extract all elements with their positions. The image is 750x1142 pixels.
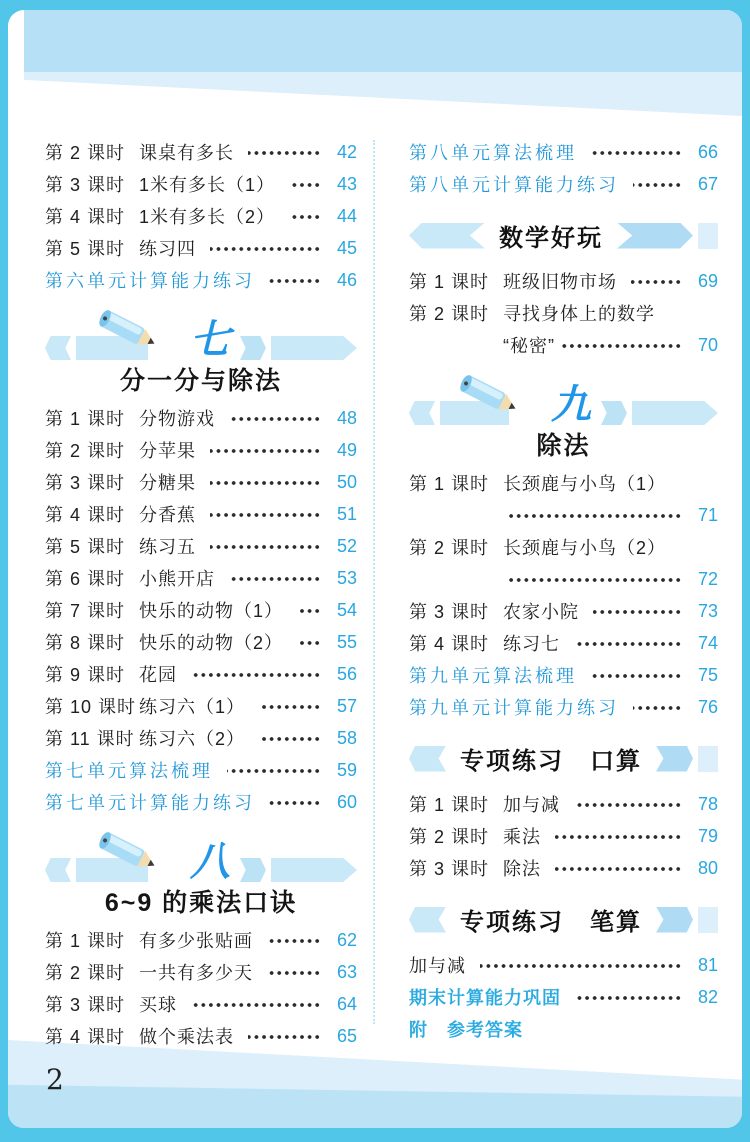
page-number: 42 [336, 141, 357, 162]
banner-chevron-right-icon [240, 336, 266, 360]
toc-entry [45, 1020, 357, 1052]
page-number: 60 [336, 791, 357, 812]
toc-entry [409, 627, 718, 659]
unit-summary-title: 第九单元计算能力练习 [409, 698, 619, 719]
lesson-title: 练习四 [139, 239, 196, 259]
folio-page-number: 2 [46, 1063, 64, 1096]
toc-entry-wrapped [409, 467, 718, 531]
dot-leader [229, 576, 321, 582]
lesson-label: 第 1 课时 [409, 272, 490, 292]
lesson-label: 第 9 课时 [45, 665, 126, 685]
page-number: 51 [336, 503, 357, 524]
pencil-icon [94, 308, 172, 356]
chapter-marker [148, 312, 240, 363]
pencil-icon [94, 308, 172, 356]
lesson-title: 练习六（2） [139, 729, 246, 749]
lesson-title: 小熊开店 [139, 569, 215, 589]
page-number: 71 [697, 504, 718, 525]
banner-chevron-left-icon [409, 746, 446, 772]
toc-entry [45, 434, 357, 466]
toc-columns [45, 136, 718, 1047]
lesson-title: 分糖果 [139, 473, 196, 493]
banner-ribbon-end [271, 858, 357, 882]
lesson-title: 一共有多少天 [139, 963, 253, 983]
lesson-title: 分香蕉 [139, 505, 196, 525]
page-number: 79 [697, 825, 718, 846]
toc-entry-wrapped [409, 297, 718, 361]
page-number: 56 [336, 663, 357, 684]
toc-entry-line2 [409, 329, 718, 361]
toc-entry-line1 [409, 297, 718, 329]
lesson-title: 买球 [139, 995, 177, 1015]
toc-entry-line1 [409, 467, 718, 499]
lesson-label: 第 2 课时 [45, 963, 126, 983]
top-wedge-decoration [24, 72, 742, 116]
page-number: 50 [336, 471, 357, 492]
dot-leader [289, 182, 321, 188]
page-number: 76 [697, 696, 718, 717]
lesson-label: 第 4 课时 [409, 634, 490, 654]
lesson-label: 第 4 课时 [45, 1027, 126, 1047]
toc-entry [409, 949, 718, 981]
toc-entry [45, 658, 357, 690]
lesson-title: 练习五 [139, 537, 196, 557]
dot-leader [229, 416, 321, 422]
page-number: 63 [336, 961, 357, 982]
page-number: 54 [336, 599, 357, 620]
banner-ribbon-end [271, 336, 357, 360]
appendix-title: 期末计算能力巩固 [409, 988, 561, 1008]
toc-entry [409, 595, 718, 627]
lesson-label: 第 3 课时 [45, 995, 126, 1015]
banner-chevron-right-icon [601, 401, 627, 425]
dot-leader [267, 938, 321, 944]
page-number: 67 [697, 173, 718, 194]
chapter-numeral: 七 [190, 316, 230, 363]
lesson-label: 第 7 课时 [45, 601, 126, 621]
page-number: 59 [336, 759, 357, 780]
toc-entry [45, 988, 357, 1020]
lesson-label: 第 6 课时 [45, 569, 126, 589]
section-banner [409, 906, 718, 936]
lesson-title: 1米有多长（2） [139, 207, 276, 227]
pencil-icon [455, 373, 533, 421]
chapter-banner [45, 834, 357, 885]
banner-ribbon-end [698, 746, 718, 772]
lesson-title: 除法 [503, 859, 541, 879]
page-number: 64 [336, 993, 357, 1014]
page-number: 57 [336, 695, 357, 716]
toc-entry-line2 [409, 499, 718, 531]
lesson-label: 第 3 课时 [409, 859, 490, 879]
toc-entry [45, 136, 357, 168]
unit-summary-entry [409, 659, 718, 691]
appendix-entry [409, 1013, 718, 1045]
banner-chevron-left-icon [45, 336, 71, 360]
lesson-label: 第 2 课时 [45, 143, 126, 163]
dot-leader [210, 512, 321, 518]
lesson-title-continued: “秘密” [503, 336, 555, 356]
page-number: 74 [697, 632, 718, 653]
unit-summary-entry [409, 168, 718, 200]
lesson-label: 第 8 课时 [45, 633, 126, 653]
toc-entry [45, 498, 357, 530]
page-number: 80 [697, 857, 718, 878]
toc-entry [45, 466, 357, 498]
unit-summary-title: 第八单元算法梳理 [409, 143, 577, 164]
lesson-title: 分苹果 [139, 441, 196, 461]
lesson-title: 农家小院 [503, 602, 579, 622]
lesson-title: 课桌有多长 [139, 143, 234, 163]
toc-column-left [45, 136, 357, 1047]
toc-entry [45, 722, 357, 754]
toc-entry [45, 232, 357, 264]
entry-title: 加与减 [409, 956, 466, 976]
lesson-title: 练习七 [503, 634, 560, 654]
lesson-label: 第 10 课时 [45, 697, 137, 717]
toc-entry [45, 924, 357, 956]
lesson-title: 快乐的动物（1） [139, 601, 284, 621]
page-number: 78 [697, 793, 718, 814]
lesson-label: 第 1 课时 [45, 931, 126, 951]
dot-leader [480, 963, 682, 969]
dot-leader [507, 577, 682, 583]
dot-leader [210, 480, 321, 486]
dot-leader [210, 448, 321, 454]
page-number: 52 [336, 535, 357, 556]
lesson-title: 1米有多长（1） [139, 175, 276, 195]
banner-chevron-right-icon [656, 746, 693, 772]
dot-leader [559, 343, 682, 349]
lesson-label: 第 3 课时 [409, 602, 490, 622]
chapter-title: 6~9 的乘法口诀 [104, 889, 298, 917]
dot-leader [289, 214, 321, 220]
lesson-title: 加与减 [503, 795, 560, 815]
dot-leader [259, 736, 321, 742]
toc-entry [45, 594, 357, 626]
pencil-icon [455, 373, 533, 421]
page-number: 70 [697, 334, 718, 355]
page-number: 44 [336, 205, 357, 226]
dot-leader [191, 672, 321, 678]
lesson-title: 长颈鹿与小鸟（1） [503, 474, 667, 494]
dot-leader [593, 609, 682, 615]
page-number: 53 [336, 567, 357, 588]
banner-chevron-left-icon [409, 907, 446, 933]
page-number: 48 [336, 407, 357, 428]
dot-leader [297, 608, 321, 614]
chapter-numeral: 九 [551, 381, 591, 428]
banner-ribbon-end [632, 401, 718, 425]
lesson-title: 花园 [139, 665, 177, 685]
page-number: 55 [336, 631, 357, 652]
unit-summary-title: 第九单元算法梳理 [409, 666, 577, 687]
unit-summary-entry [45, 786, 357, 818]
toc-entry [45, 200, 357, 232]
chapter-title: 除法 [536, 432, 591, 460]
dot-leader [633, 182, 682, 188]
lesson-label: 第 2 课时 [409, 827, 490, 847]
lesson-label: 第 3 课时 [45, 473, 126, 493]
column-divider [373, 140, 375, 1024]
page-number: 75 [697, 664, 718, 685]
page-number: 46 [336, 269, 357, 290]
page-number: 82 [697, 986, 718, 1007]
banner-chevron-left-icon [409, 401, 435, 425]
toc-entry-wrapped [409, 531, 718, 595]
lesson-label: 第 1 课时 [409, 795, 490, 815]
dot-leader [259, 704, 321, 710]
dot-leader [633, 705, 682, 711]
dot-leader [210, 544, 321, 550]
lesson-title: 乘法 [503, 827, 541, 847]
dot-leader [591, 150, 682, 156]
lesson-label: 第 1 课时 [409, 474, 490, 494]
toc-entry [409, 265, 718, 297]
lesson-label: 第 11 课时 [45, 729, 135, 749]
section-banner [409, 745, 718, 775]
dot-leader [267, 970, 321, 976]
chapter-numeral: 八 [190, 838, 230, 885]
dot-leader [591, 673, 682, 679]
toc-entry [45, 626, 357, 658]
chapter-banner [45, 312, 357, 363]
toc-entry [409, 788, 718, 820]
lesson-title: 班级旧物市场 [503, 272, 617, 292]
dot-leader [248, 150, 321, 156]
chapter-marker [148, 834, 240, 885]
chapter-title: 分一分与除法 [119, 367, 282, 395]
lesson-title: 有多少张贴画 [139, 931, 253, 951]
dot-leader [269, 800, 321, 806]
lesson-title: 寻找身体上的数学 [503, 304, 655, 324]
lesson-title: 长颈鹿与小鸟（2） [503, 538, 667, 558]
toc-column-right [409, 136, 718, 1040]
appendix-title: 附 参考答案 [409, 1020, 523, 1040]
page-number: 81 [697, 954, 718, 975]
section-banner-title: 数学好玩 [499, 225, 603, 252]
page-number: 69 [697, 270, 718, 291]
toc-entry [45, 956, 357, 988]
page-number: 58 [336, 727, 357, 748]
banner-chevron-right-icon [656, 907, 693, 933]
lesson-label: 第 2 课时 [45, 441, 126, 461]
top-band-decoration [24, 10, 742, 72]
unit-summary-entry [45, 754, 357, 786]
dot-leader [555, 834, 682, 840]
page-number: 73 [697, 600, 718, 621]
dot-leader [555, 866, 682, 872]
section-banner [409, 222, 718, 252]
dot-leader [631, 279, 682, 285]
toc-entry [45, 168, 357, 200]
pencil-icon [94, 830, 172, 878]
unit-summary-entry [409, 691, 718, 723]
section-banner-title: 专项练习 口算 [460, 748, 642, 775]
banner-chevron-left-icon [45, 858, 71, 882]
page-number: 62 [336, 929, 357, 950]
lesson-title: 练习六（1） [139, 697, 246, 717]
content-card [8, 10, 742, 1128]
dot-leader [574, 802, 682, 808]
page-number: 45 [336, 237, 357, 258]
chapter-marker [509, 377, 601, 428]
lesson-label: 第 4 课时 [45, 207, 126, 227]
unit-summary-title: 第七单元算法梳理 [45, 761, 213, 782]
unit-summary-entry [409, 136, 718, 168]
toc-entry [45, 562, 357, 594]
page-number: 43 [336, 173, 357, 194]
lesson-title: 分物游戏 [139, 409, 215, 429]
unit-summary-title: 第七单元计算能力练习 [45, 793, 255, 814]
lesson-title: 快乐的动物（2） [139, 633, 284, 653]
lesson-label: 第 3 课时 [45, 175, 126, 195]
lesson-label: 第 2 课时 [409, 304, 490, 324]
lesson-label: 第 5 课时 [45, 239, 126, 259]
chapter-banner [409, 377, 718, 428]
toc-entry [45, 530, 357, 562]
toc-entry-line1 [409, 531, 718, 563]
page-number: 65 [336, 1025, 357, 1046]
pencil-icon [94, 830, 172, 878]
toc-entry-line2 [409, 563, 718, 595]
banner-ribbon-end [698, 907, 718, 933]
dot-leader [210, 246, 321, 252]
unit-summary-title: 第六单元计算能力练习 [45, 271, 255, 292]
dot-leader [575, 995, 682, 1001]
appendix-entry [409, 981, 718, 1013]
lesson-label: 第 5 课时 [45, 537, 126, 557]
banner-chevron-right-icon [617, 223, 693, 249]
unit-summary-entry [45, 264, 357, 296]
dot-leader [248, 1034, 321, 1040]
dot-leader [191, 1002, 321, 1008]
dot-leader [507, 513, 682, 519]
page-number: 66 [697, 141, 718, 162]
banner-chevron-left-icon [409, 223, 485, 249]
dot-leader [297, 640, 321, 646]
toc-entry [409, 820, 718, 852]
lesson-label: 第 2 课时 [409, 538, 490, 558]
toc-entry [409, 852, 718, 884]
section-banner-title: 专项练习 笔算 [460, 909, 642, 936]
lesson-title: 做个乘法表 [139, 1027, 234, 1047]
dot-leader [269, 278, 321, 284]
dot-leader [574, 641, 682, 647]
banner-ribbon-end [698, 223, 718, 249]
banner-chevron-right-icon [240, 858, 266, 882]
lesson-label: 第 1 课时 [45, 409, 126, 429]
toc-entry [45, 402, 357, 434]
lesson-label: 第 4 课时 [45, 505, 126, 525]
toc-entry [45, 690, 357, 722]
page-number: 49 [336, 439, 357, 460]
unit-summary-title: 第八单元计算能力练习 [409, 175, 619, 196]
dot-leader [227, 768, 321, 774]
page-number: 72 [697, 568, 718, 589]
